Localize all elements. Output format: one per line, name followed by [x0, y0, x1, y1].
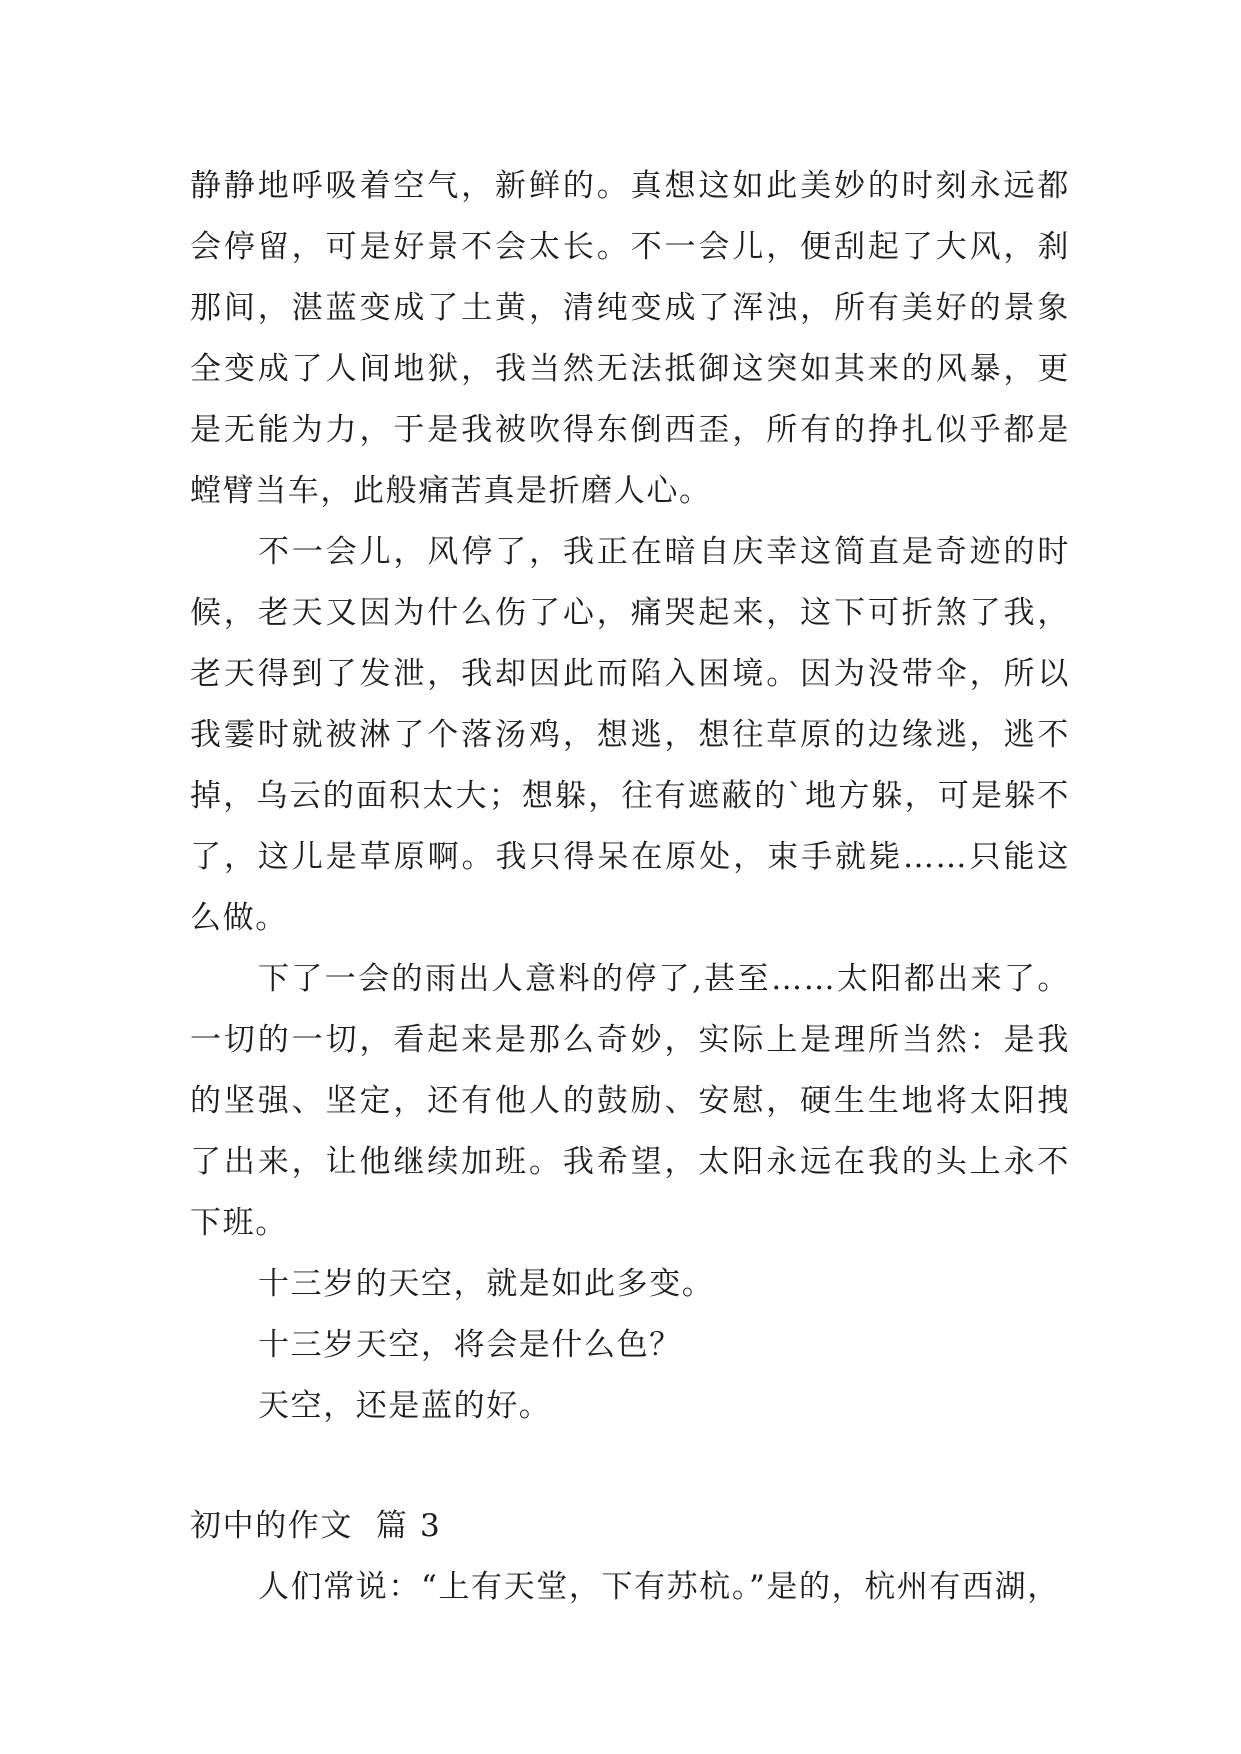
section-heading: 初中的作文 篇 3 [190, 1508, 442, 1544]
paragraph-changeable-sky: 十三岁的天空，就是如此多变。 [258, 1266, 715, 1302]
paragraph-wind: 静静地呼吸着空气，新鲜的。真想这如此美妙的时刻永远都会停留，可是好景不会太长。不一会儿，便刮起了大风，刹那间，湛蓝变成了土黄，清纯变成了浑浊，所有美好的景象全变成了人间地狱，我当然无法抵御这突如其来的风暴，更是无能为力，于是我被吹得东倒西歪，所有的挣扎似乎都是螳臂当车，此般痛苦真是折磨人心。 [190, 168, 1070, 509]
paragraph-hangzhou: 人们常说：“上有天堂，下有苏杭。”是的，杭州有西湖， [258, 1569, 1060, 1605]
paragraph-sky-color-question: 十三岁天空，将会是什么色？ [258, 1327, 682, 1363]
paragraph-sun: 下了一会的雨出人意料的停了,甚至……太阳都出来了。一切的一切，看起来是那么奇妙，实际上是理所当然：是我的坚强、坚定，还有他人的鼓励、安慰，硬生生地将太阳拽了出来，让他继续加班。我希望，太阳永远在我的头上永不下班。 [190, 961, 1070, 1241]
paragraph-rain: 不一会儿，风停了，我正在暗自庆幸这简直是奇迹的时候，老天又因为什么伤了心，痛哭起来，这下可折煞了我，老天得到了发泄，我却因此而陷入困境。因为没带伞，所以我霎时就被淋了个落汤鸡，想逃，想往草原的边缘逃，逃不掉，乌云的面积太大；想躲，往有遮蔽的`地方躲，可是躲不了，这儿是草原啊。我只得呆在原处，束手就毙……只能这么做。 [190, 534, 1070, 936]
paragraph-blue-sky: 天空，还是蓝的好。 [258, 1388, 552, 1424]
section-gap [190, 1437, 1070, 1496]
document-body [190, 156, 1070, 1618]
